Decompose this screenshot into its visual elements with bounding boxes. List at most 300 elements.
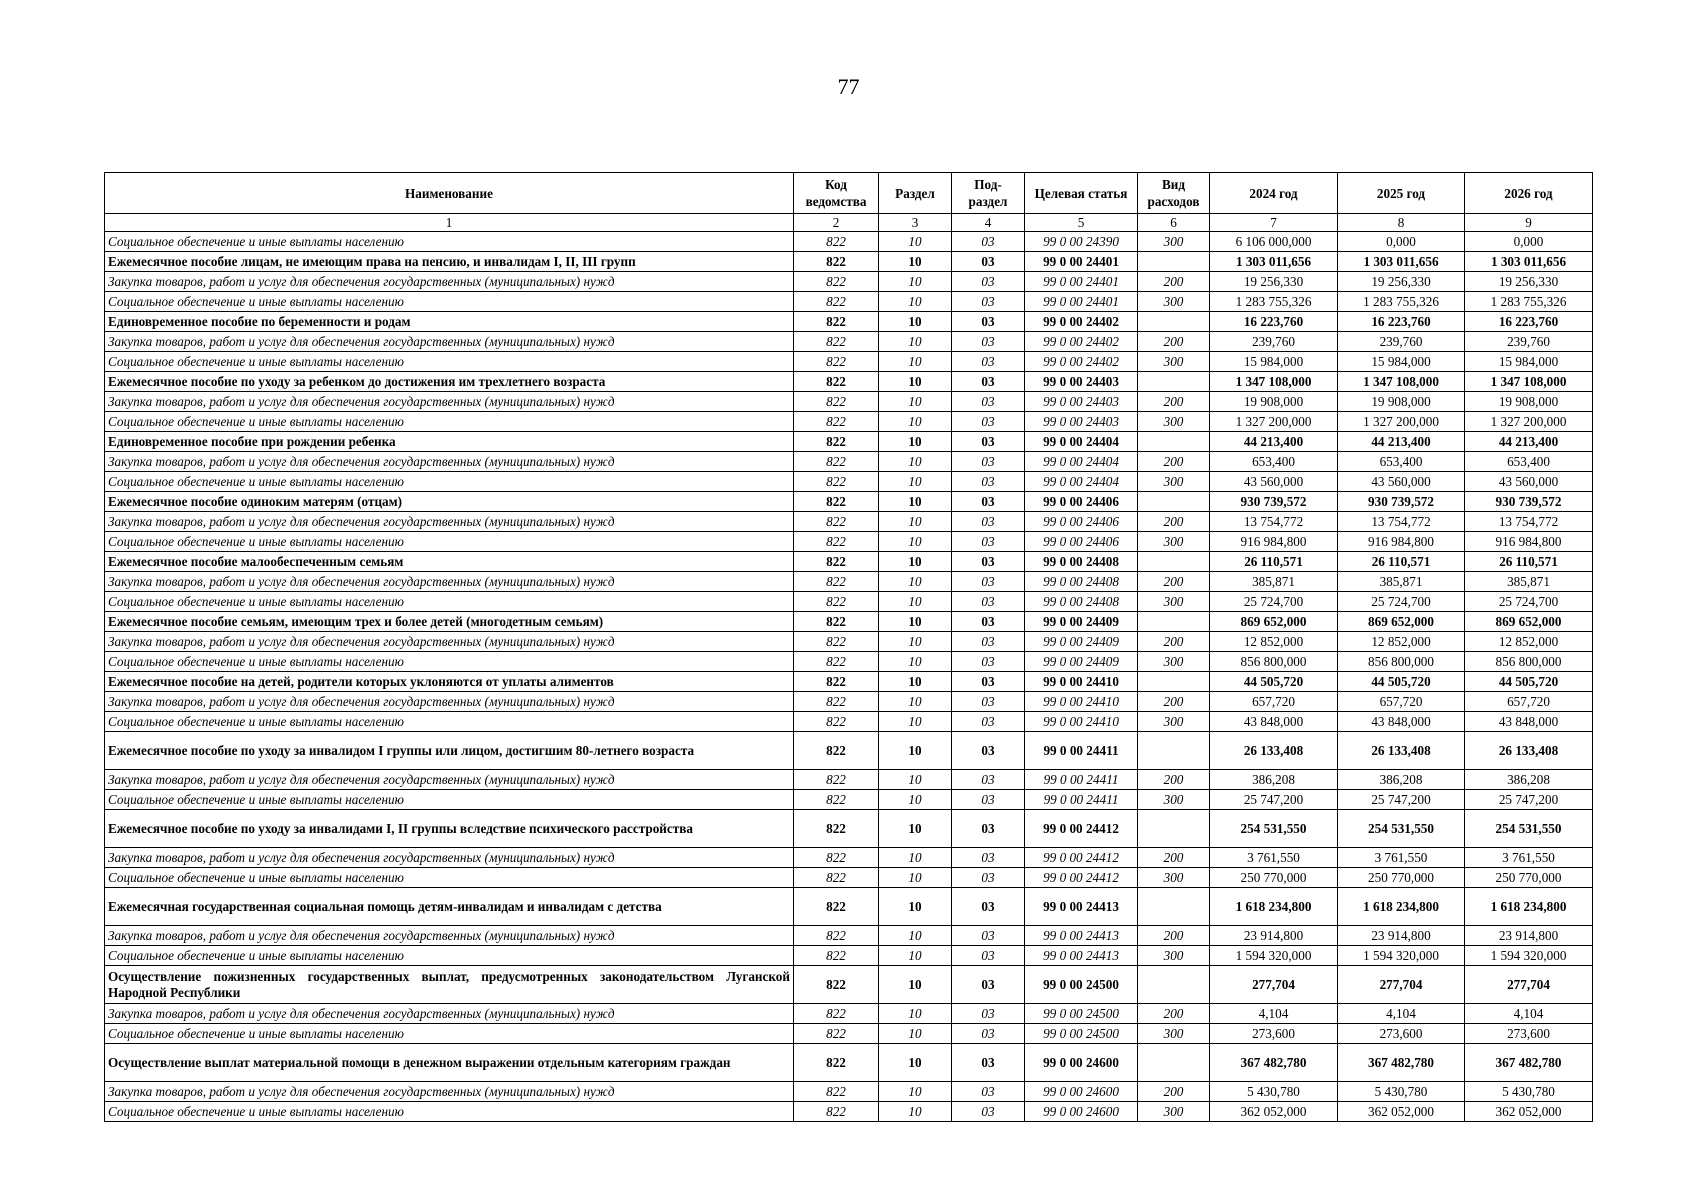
cell-article: 99 0 00 24403	[1025, 372, 1138, 392]
table-row	[105, 492, 1593, 512]
cell-razdel: 10	[879, 868, 952, 888]
cell-y2025: 367 482,780	[1338, 1044, 1465, 1082]
cell-y2024: 44 505,720	[1210, 672, 1338, 692]
header-podrazdel: Под-раздел	[952, 173, 1025, 214]
cell-y2024: 3 761,550	[1210, 848, 1338, 868]
cell-vid: 300	[1138, 652, 1210, 672]
cell-name: Закупка товаров, работ и услуг для обеспечения государственных (муниципальных) нужд	[105, 272, 794, 292]
cell-podrazdel: 03	[952, 966, 1025, 1004]
cell-y2024: 362 052,000	[1210, 1102, 1338, 1122]
cell-y2024: 657,720	[1210, 692, 1338, 712]
cell-article: 99 0 00 24500	[1025, 966, 1138, 1004]
cell-razdel: 10	[879, 492, 952, 512]
cell-vid: 200	[1138, 512, 1210, 532]
cell-y2025: 44 213,400	[1338, 432, 1465, 452]
cell-y2024: 385,871	[1210, 572, 1338, 592]
cell-razdel: 10	[879, 652, 952, 672]
cell-podrazdel: 03	[952, 810, 1025, 848]
cell-podrazdel: 03	[952, 312, 1025, 332]
cell-podrazdel: 03	[952, 790, 1025, 810]
cell-name: Закупка товаров, работ и услуг для обеспечения государственных (муниципальных) нужд	[105, 926, 794, 946]
cell-y2025: 856 800,000	[1338, 652, 1465, 672]
table-row	[105, 432, 1593, 452]
cell-ved: 822	[794, 652, 879, 672]
cell-article: 99 0 00 24412	[1025, 810, 1138, 848]
cell-podrazdel: 03	[952, 332, 1025, 352]
cell-ved: 822	[794, 432, 879, 452]
cell-y2026: 19 256,330	[1465, 272, 1593, 292]
cell-podrazdel: 03	[952, 926, 1025, 946]
cell-vid: 200	[1138, 1082, 1210, 1102]
cell-y2025: 25 747,200	[1338, 790, 1465, 810]
cell-razdel: 10	[879, 888, 952, 926]
cell-vid: 200	[1138, 392, 1210, 412]
cell-y2025: 19 256,330	[1338, 272, 1465, 292]
table-row	[105, 848, 1593, 868]
cell-name: Закупка товаров, работ и услуг для обеспечения государственных (муниципальных) нужд	[105, 452, 794, 472]
cell-ved: 822	[794, 1044, 879, 1082]
cell-article: 99 0 00 24413	[1025, 926, 1138, 946]
cell-razdel: 10	[879, 332, 952, 352]
budget-table	[104, 172, 1593, 1122]
column-number: 5	[1025, 214, 1138, 232]
cell-ved: 822	[794, 452, 879, 472]
cell-article: 99 0 00 24401	[1025, 252, 1138, 272]
cell-vid: 200	[1138, 272, 1210, 292]
cell-razdel: 10	[879, 512, 952, 532]
cell-article: 99 0 00 24404	[1025, 472, 1138, 492]
cell-article: 99 0 00 24403	[1025, 412, 1138, 432]
table-row	[105, 632, 1593, 652]
cell-article: 99 0 00 24412	[1025, 868, 1138, 888]
cell-podrazdel: 03	[952, 292, 1025, 312]
cell-razdel: 10	[879, 372, 952, 392]
cell-y2025: 250 770,000	[1338, 868, 1465, 888]
cell-article: 99 0 00 24413	[1025, 888, 1138, 926]
cell-article: 99 0 00 24406	[1025, 512, 1138, 532]
cell-razdel: 10	[879, 1102, 952, 1122]
column-number: 8	[1338, 214, 1465, 232]
cell-razdel: 10	[879, 1082, 952, 1102]
cell-y2024: 277,704	[1210, 966, 1338, 1004]
cell-name: Социальное обеспечение и иные выплаты населению	[105, 790, 794, 810]
cell-name: Закупка товаров, работ и услуг для обеспечения государственных (муниципальных) нужд	[105, 1082, 794, 1102]
cell-name: Закупка товаров, работ и услуг для обеспечения государственных (муниципальных) нужд	[105, 692, 794, 712]
table-row	[105, 868, 1593, 888]
cell-name: Закупка товаров, работ и услуг для обеспечения государственных (муниципальных) нужд	[105, 572, 794, 592]
cell-article: 99 0 00 24600	[1025, 1102, 1138, 1122]
cell-y2026: 367 482,780	[1465, 1044, 1593, 1082]
cell-name: Ежемесячное пособие по уходу за инвалидами I, II группы вследствие психического расстройства	[105, 810, 794, 848]
cell-podrazdel: 03	[952, 848, 1025, 868]
cell-ved: 822	[794, 966, 879, 1004]
cell-vid	[1138, 732, 1210, 770]
table-row	[105, 926, 1593, 946]
cell-vid	[1138, 432, 1210, 452]
cell-y2024: 19 256,330	[1210, 272, 1338, 292]
table-row	[105, 552, 1593, 572]
cell-vid: 300	[1138, 292, 1210, 312]
cell-ved: 822	[794, 612, 879, 632]
table-row	[105, 692, 1593, 712]
cell-y2026: 277,704	[1465, 966, 1593, 1004]
header-article: Целевая статья	[1025, 173, 1138, 214]
cell-podrazdel: 03	[952, 1082, 1025, 1102]
cell-ved: 822	[794, 888, 879, 926]
cell-y2024: 25 747,200	[1210, 790, 1338, 810]
cell-y2025: 43 848,000	[1338, 712, 1465, 732]
cell-y2026: 869 652,000	[1465, 612, 1593, 632]
cell-y2026: 239,760	[1465, 332, 1593, 352]
cell-article: 99 0 00 24404	[1025, 452, 1138, 472]
cell-ved: 822	[794, 252, 879, 272]
cell-y2025: 19 908,000	[1338, 392, 1465, 412]
cell-y2024: 26 110,571	[1210, 552, 1338, 572]
cell-vid: 200	[1138, 632, 1210, 652]
cell-y2026: 1 347 108,000	[1465, 372, 1593, 392]
cell-name: Ежемесячное пособие малообеспеченным семьям	[105, 552, 794, 572]
cell-y2024: 6 106 000,000	[1210, 232, 1338, 252]
cell-name: Закупка товаров, работ и услуг для обеспечения государственных (муниципальных) нужд	[105, 512, 794, 532]
cell-y2024: 254 531,550	[1210, 810, 1338, 848]
column-number: 1	[105, 214, 794, 232]
cell-y2025: 273,600	[1338, 1024, 1465, 1044]
table-row	[105, 232, 1593, 252]
cell-name: Социальное обеспечение и иные выплаты населению	[105, 232, 794, 252]
header-2025: 2025 год	[1338, 173, 1465, 214]
cell-razdel: 10	[879, 926, 952, 946]
cell-y2026: 43 848,000	[1465, 712, 1593, 732]
cell-y2026: 12 852,000	[1465, 632, 1593, 652]
cell-name: Ежемесячная государственная социальная помощь детям-инвалидам и инвалидам с детства	[105, 888, 794, 926]
cell-y2026: 43 560,000	[1465, 472, 1593, 492]
cell-article: 99 0 00 24401	[1025, 272, 1138, 292]
cell-y2025: 15 984,000	[1338, 352, 1465, 372]
cell-podrazdel: 03	[952, 232, 1025, 252]
cell-ved: 822	[794, 552, 879, 572]
cell-y2025: 43 560,000	[1338, 472, 1465, 492]
cell-y2025: 13 754,772	[1338, 512, 1465, 532]
cell-y2024: 26 133,408	[1210, 732, 1338, 770]
cell-podrazdel: 03	[952, 1004, 1025, 1024]
cell-y2026: 386,208	[1465, 770, 1593, 790]
cell-y2025: 1 347 108,000	[1338, 372, 1465, 392]
cell-y2025: 1 283 755,326	[1338, 292, 1465, 312]
cell-y2025: 0,000	[1338, 232, 1465, 252]
cell-y2026: 15 984,000	[1465, 352, 1593, 372]
table-row	[105, 1082, 1593, 1102]
cell-razdel: 10	[879, 1004, 952, 1024]
cell-name: Ежемесячное пособие по уходу за инвалидом I группы или лицом, достигшим 80-летнего возраста	[105, 732, 794, 770]
cell-ved: 822	[794, 572, 879, 592]
cell-podrazdel: 03	[952, 572, 1025, 592]
cell-y2026: 5 430,780	[1465, 1082, 1593, 1102]
cell-y2024: 367 482,780	[1210, 1044, 1338, 1082]
cell-y2026: 26 110,571	[1465, 552, 1593, 572]
cell-name: Социальное обеспечение и иные выплаты населению	[105, 868, 794, 888]
cell-vid	[1138, 372, 1210, 392]
cell-y2025: 5 430,780	[1338, 1082, 1465, 1102]
cell-podrazdel: 03	[952, 272, 1025, 292]
table-row	[105, 1044, 1593, 1082]
header-razdel: Раздел	[879, 173, 952, 214]
cell-ved: 822	[794, 692, 879, 712]
cell-y2026: 1 594 320,000	[1465, 946, 1593, 966]
table-row	[105, 966, 1593, 1004]
cell-vid: 300	[1138, 412, 1210, 432]
cell-y2024: 869 652,000	[1210, 612, 1338, 632]
cell-y2025: 23 914,800	[1338, 926, 1465, 946]
header-vid: Вид расходов	[1138, 173, 1210, 214]
cell-ved: 822	[794, 592, 879, 612]
cell-vid	[1138, 312, 1210, 332]
cell-ved: 822	[794, 632, 879, 652]
cell-y2026: 1 327 200,000	[1465, 412, 1593, 432]
cell-ved: 822	[794, 312, 879, 332]
cell-article: 99 0 00 24412	[1025, 848, 1138, 868]
cell-y2026: 1 618 234,800	[1465, 888, 1593, 926]
cell-y2025: 1 303 011,656	[1338, 252, 1465, 272]
cell-ved: 822	[794, 790, 879, 810]
cell-vid: 300	[1138, 352, 1210, 372]
cell-vid: 200	[1138, 572, 1210, 592]
cell-article: 99 0 00 24409	[1025, 632, 1138, 652]
cell-y2024: 273,600	[1210, 1024, 1338, 1044]
cell-razdel: 10	[879, 712, 952, 732]
cell-y2024: 930 739,572	[1210, 492, 1338, 512]
table-row	[105, 332, 1593, 352]
cell-name: Социальное обеспечение и иные выплаты населению	[105, 712, 794, 732]
cell-y2025: 3 761,550	[1338, 848, 1465, 868]
cell-y2025: 277,704	[1338, 966, 1465, 1004]
table-row	[105, 946, 1593, 966]
cell-ved: 822	[794, 512, 879, 532]
cell-name: Единовременное пособие по беременности и родам	[105, 312, 794, 332]
cell-ved: 822	[794, 472, 879, 492]
cell-article: 99 0 00 24406	[1025, 492, 1138, 512]
cell-vid: 300	[1138, 232, 1210, 252]
cell-vid: 200	[1138, 848, 1210, 868]
cell-article: 99 0 00 24409	[1025, 612, 1138, 632]
cell-y2026: 0,000	[1465, 232, 1593, 252]
cell-y2024: 1 283 755,326	[1210, 292, 1338, 312]
cell-y2026: 25 747,200	[1465, 790, 1593, 810]
table-row	[105, 252, 1593, 272]
cell-vid	[1138, 810, 1210, 848]
cell-vid: 200	[1138, 332, 1210, 352]
cell-article: 99 0 00 24408	[1025, 592, 1138, 612]
cell-ved: 822	[794, 392, 879, 412]
cell-ved: 822	[794, 770, 879, 790]
cell-y2024: 1 594 320,000	[1210, 946, 1338, 966]
cell-article: 99 0 00 24402	[1025, 332, 1138, 352]
column-number: 7	[1210, 214, 1338, 232]
cell-ved: 822	[794, 868, 879, 888]
cell-y2024: 12 852,000	[1210, 632, 1338, 652]
table-row	[105, 652, 1593, 672]
cell-ved: 822	[794, 372, 879, 392]
cell-ved: 822	[794, 272, 879, 292]
cell-y2026: 26 133,408	[1465, 732, 1593, 770]
cell-razdel: 10	[879, 1024, 952, 1044]
cell-podrazdel: 03	[952, 392, 1025, 412]
cell-y2026: 16 223,760	[1465, 312, 1593, 332]
cell-vid	[1138, 888, 1210, 926]
cell-y2026: 44 505,720	[1465, 672, 1593, 692]
cell-razdel: 10	[879, 672, 952, 692]
cell-razdel: 10	[879, 532, 952, 552]
table-row	[105, 1004, 1593, 1024]
column-number: 3	[879, 214, 952, 232]
cell-ved: 822	[794, 1082, 879, 1102]
cell-article: 99 0 00 24409	[1025, 652, 1138, 672]
cell-y2025: 4,104	[1338, 1004, 1465, 1024]
cell-podrazdel: 03	[952, 492, 1025, 512]
cell-article: 99 0 00 24402	[1025, 312, 1138, 332]
cell-vid	[1138, 672, 1210, 692]
cell-podrazdel: 03	[952, 372, 1025, 392]
cell-podrazdel: 03	[952, 946, 1025, 966]
cell-ved: 822	[794, 1102, 879, 1122]
table-row	[105, 352, 1593, 372]
cell-y2026: 657,720	[1465, 692, 1593, 712]
cell-ved: 822	[794, 672, 879, 692]
cell-y2026: 4,104	[1465, 1004, 1593, 1024]
header-2026: 2026 год	[1465, 173, 1593, 214]
cell-ved: 822	[794, 332, 879, 352]
cell-razdel: 10	[879, 692, 952, 712]
cell-name: Осуществление пожизненных государственных выплат, предусмотренных законодательством Луганской Народной Республики	[105, 966, 794, 1004]
cell-y2025: 916 984,800	[1338, 532, 1465, 552]
cell-y2024: 15 984,000	[1210, 352, 1338, 372]
cell-name: Социальное обеспечение и иные выплаты населению	[105, 592, 794, 612]
cell-y2025: 12 852,000	[1338, 632, 1465, 652]
cell-ved: 822	[794, 810, 879, 848]
cell-ved: 822	[794, 232, 879, 252]
cell-podrazdel: 03	[952, 512, 1025, 532]
header-row	[105, 173, 1593, 214]
cell-y2026: 13 754,772	[1465, 512, 1593, 532]
cell-ved: 822	[794, 946, 879, 966]
cell-y2026: 856 800,000	[1465, 652, 1593, 672]
cell-vid	[1138, 252, 1210, 272]
cell-name: Единовременное пособие при рождении ребенка	[105, 432, 794, 452]
cell-razdel: 10	[879, 810, 952, 848]
cell-vid	[1138, 1044, 1210, 1082]
cell-y2026: 44 213,400	[1465, 432, 1593, 452]
cell-podrazdel: 03	[952, 632, 1025, 652]
cell-ved: 822	[794, 712, 879, 732]
table-row	[105, 712, 1593, 732]
table-row	[105, 592, 1593, 612]
cell-y2025: 653,400	[1338, 452, 1465, 472]
cell-podrazdel: 03	[952, 612, 1025, 632]
cell-razdel: 10	[879, 1044, 952, 1082]
cell-name: Социальное обеспечение и иные выплаты населению	[105, 1102, 794, 1122]
table-row	[105, 612, 1593, 632]
cell-name: Социальное обеспечение и иные выплаты населению	[105, 946, 794, 966]
table-row	[105, 272, 1593, 292]
cell-vid: 300	[1138, 1024, 1210, 1044]
cell-razdel: 10	[879, 412, 952, 432]
cell-y2024: 43 848,000	[1210, 712, 1338, 732]
cell-razdel: 10	[879, 232, 952, 252]
cell-article: 99 0 00 24600	[1025, 1082, 1138, 1102]
cell-name: Ежемесячное пособие лицам, не имеющим права на пенсию, и инвалидам I, II, III групп	[105, 252, 794, 272]
header-name: Наименование	[105, 173, 794, 214]
table-row	[105, 472, 1593, 492]
cell-vid: 300	[1138, 472, 1210, 492]
cell-podrazdel: 03	[952, 732, 1025, 770]
cell-article: 99 0 00 24406	[1025, 532, 1138, 552]
cell-y2024: 250 770,000	[1210, 868, 1338, 888]
cell-y2026: 254 531,550	[1465, 810, 1593, 848]
cell-article: 99 0 00 24411	[1025, 770, 1138, 790]
cell-vid: 200	[1138, 1004, 1210, 1024]
column-number: 6	[1138, 214, 1210, 232]
cell-podrazdel: 03	[952, 452, 1025, 472]
cell-y2026: 25 724,700	[1465, 592, 1593, 612]
cell-y2025: 657,720	[1338, 692, 1465, 712]
cell-ved: 822	[794, 292, 879, 312]
cell-y2024: 239,760	[1210, 332, 1338, 352]
cell-razdel: 10	[879, 452, 952, 472]
cell-vid: 300	[1138, 712, 1210, 732]
cell-y2025: 25 724,700	[1338, 592, 1465, 612]
cell-y2024: 1 303 011,656	[1210, 252, 1338, 272]
cell-name: Социальное обеспечение и иные выплаты населению	[105, 292, 794, 312]
column-number-row	[105, 214, 1593, 232]
cell-y2025: 385,871	[1338, 572, 1465, 592]
cell-podrazdel: 03	[952, 352, 1025, 372]
table-row	[105, 312, 1593, 332]
cell-razdel: 10	[879, 770, 952, 790]
cell-y2025: 386,208	[1338, 770, 1465, 790]
cell-y2024: 19 908,000	[1210, 392, 1338, 412]
cell-y2024: 4,104	[1210, 1004, 1338, 1024]
column-number: 4	[952, 214, 1025, 232]
cell-vid: 300	[1138, 868, 1210, 888]
cell-podrazdel: 03	[952, 652, 1025, 672]
cell-y2025: 26 110,571	[1338, 552, 1465, 572]
cell-podrazdel: 03	[952, 770, 1025, 790]
cell-y2026: 916 984,800	[1465, 532, 1593, 552]
cell-ved: 822	[794, 532, 879, 552]
cell-name: Закупка товаров, работ и услуг для обеспечения государственных (муниципальных) нужд	[105, 632, 794, 652]
cell-name: Ежемесячное пособие семьям, имеющим трех и более детей (многодетным семьям)	[105, 612, 794, 632]
cell-vid: 300	[1138, 946, 1210, 966]
cell-razdel: 10	[879, 790, 952, 810]
cell-article: 99 0 00 24411	[1025, 790, 1138, 810]
table-row	[105, 672, 1593, 692]
cell-y2026: 273,600	[1465, 1024, 1593, 1044]
cell-name: Закупка товаров, работ и услуг для обеспечения государственных (муниципальных) нужд	[105, 392, 794, 412]
cell-article: 99 0 00 24404	[1025, 432, 1138, 452]
cell-y2024: 1 327 200,000	[1210, 412, 1338, 432]
cell-y2025: 254 531,550	[1338, 810, 1465, 848]
cell-name: Ежемесячное пособие на детей, родители которых уклоняются от уплаты алиментов	[105, 672, 794, 692]
cell-y2025: 1 594 320,000	[1338, 946, 1465, 966]
cell-article: 99 0 00 24390	[1025, 232, 1138, 252]
cell-y2025: 362 052,000	[1338, 1102, 1465, 1122]
cell-y2024: 5 430,780	[1210, 1082, 1338, 1102]
cell-y2025: 869 652,000	[1338, 612, 1465, 632]
cell-y2026: 362 052,000	[1465, 1102, 1593, 1122]
cell-y2026: 930 739,572	[1465, 492, 1593, 512]
cell-y2025: 16 223,760	[1338, 312, 1465, 332]
cell-y2024: 653,400	[1210, 452, 1338, 472]
cell-razdel: 10	[879, 632, 952, 652]
